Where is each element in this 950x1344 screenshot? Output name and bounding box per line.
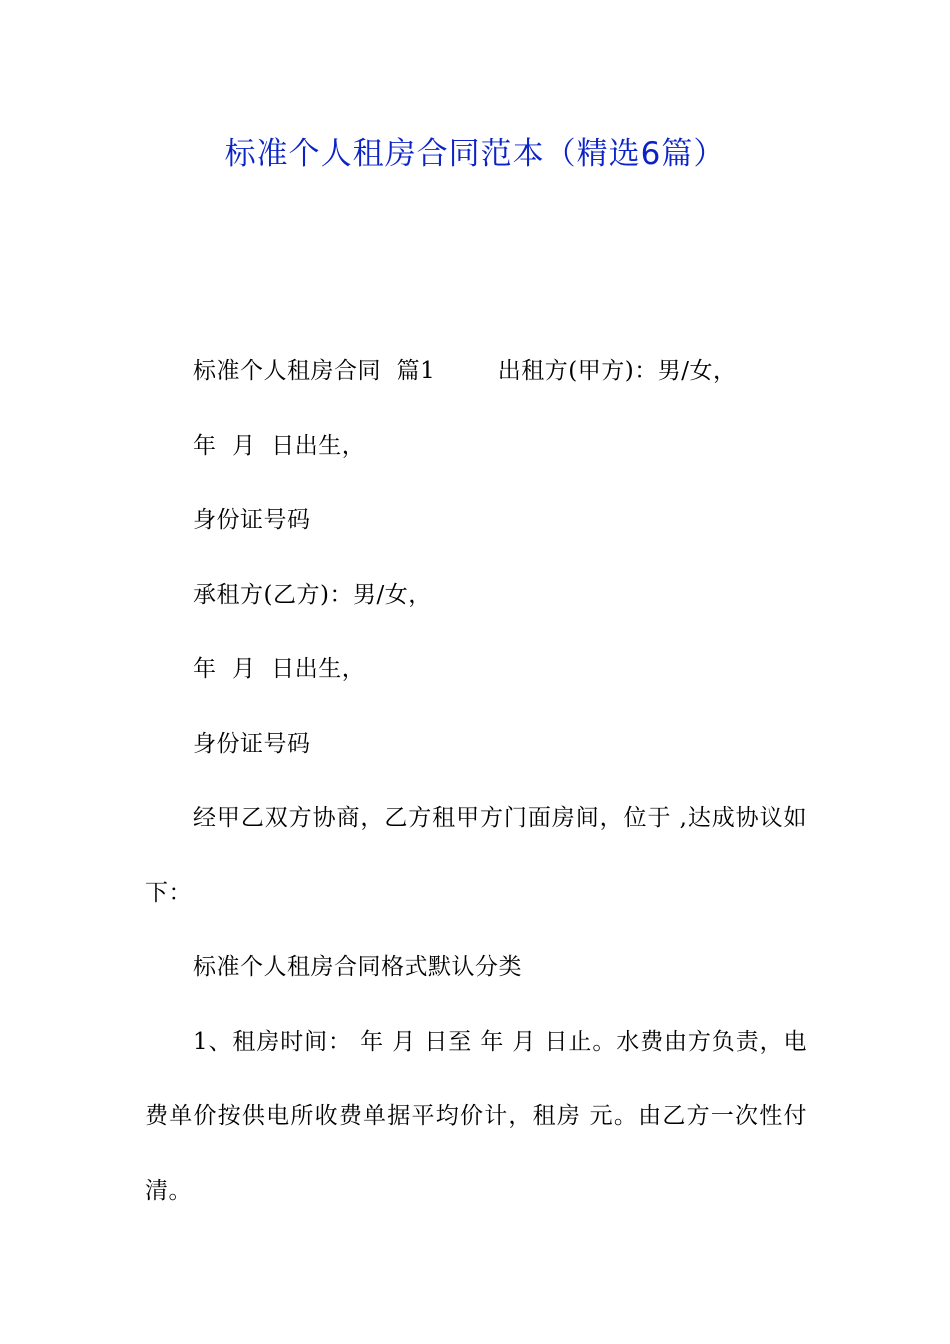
document-title: 标准个人租房合同范本（精选6篇） bbox=[224, 136, 726, 172]
paragraph-lessee-birthdate: 年 月 日出生， bbox=[193, 656, 366, 682]
document-body bbox=[145, 334, 807, 1228]
paragraph-lessor-intro: 标准个人租房合同 篇1 出租方(甲方)：男/女， bbox=[193, 358, 737, 384]
paragraph-lessee-intro: 承租方(乙方)：男/女， bbox=[193, 581, 432, 608]
paragraph-lessor-birthdate: 年 月 日出生， bbox=[193, 432, 366, 459]
paragraph-clause-1: 1、租房时间： 年 月 日至 年 月 日止。水费由方负责，电费单价按供电所收费单据平均价计，租房 元。由乙方一次性付清。 bbox=[145, 1028, 807, 1204]
paragraph-section-heading: 标准个人租房合同格式默认分类 bbox=[193, 954, 522, 980]
paragraph-agreement: 经甲乙双方协商，乙方租甲方门面房间，位于 ,达成协议如下： bbox=[145, 805, 807, 906]
paragraph-lessor-id: 身份证号码 bbox=[193, 507, 311, 533]
paragraph-lessee-id: 身份证号码 bbox=[193, 730, 311, 757]
